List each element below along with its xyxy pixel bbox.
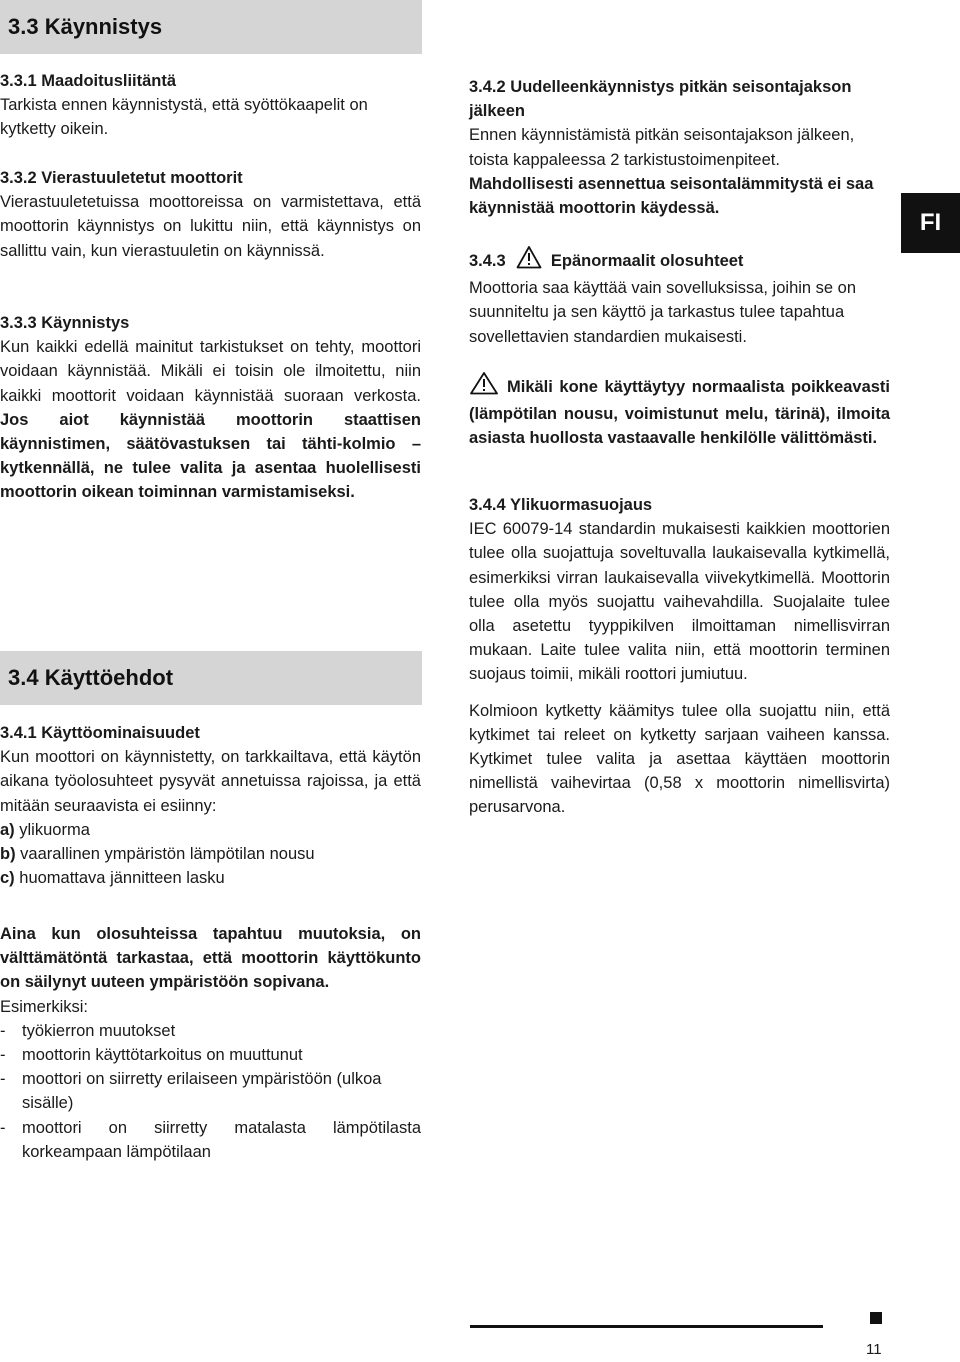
subheading-3-4-3-title: Epänormaalit olosuhteet <box>550 252 744 270</box>
page-number: 11 <box>866 1341 882 1358</box>
paragraph-3-3-3-text: Kun kaikki edellä mainitut tarkistukset on tehty, moottori voidaan käynnistää. Mikäli ei toisin ole ilmoitettu, niin kaikki moottorit voidaan käynnistää suoraan verkosta. <box>0 338 421 405</box>
paragraph-3-4-3: Moottoria saa käyttää vain sovelluksissa, joihin se on suunniteltu ja sen käyttö ja tarkastus tulee tapahtua sovellettavien standardien mukaisesti. <box>469 279 857 346</box>
subheading-3-3-3: 3.3.3 Käynnistys <box>0 314 130 332</box>
section-3-4-2 <box>469 75 889 220</box>
list-marker-a: a) <box>0 820 15 839</box>
list-item: - moottori on siirretty matalasta lämpötilasta korkeampaan lämpötilaan <box>0 1118 421 1161</box>
section-3-3-1 <box>0 69 421 142</box>
warning-triangle-icon <box>469 371 499 402</box>
warning-note-body: Mikäli kone käyttäytyy normaalista poikkeavasti (lämpötilan nousu, voimistunut melu, tärinä), ilmoita asiasta huollosta vastaavalle henkilölle välittömästi. <box>469 378 890 448</box>
paragraph-3-4-2-bold: Mahdollisesti asennettua seisontalämmitystä ei saa käynnistää moottorin käydessä. <box>469 174 874 218</box>
subheading-3-4-3 <box>469 245 889 276</box>
section-heading-3-4-text: 3.4 Käyttöehdot <box>8 665 174 690</box>
list-text-b: vaarallinen ympäristön lämpötilan nousu <box>20 845 315 864</box>
list-text-c: huomattava jännitteen lasku <box>19 869 225 888</box>
list-item-text: moottori on siirretty erilaiseen ympäristöön (ulkoa sisälle) <box>22 1070 382 1113</box>
list-item: - moottori on siirretty erilaiseen ympäristöön (ulkoa sisälle) <box>0 1070 382 1113</box>
subheading-3-3-1: 3.3.1 Maadoitusliitäntä <box>0 72 177 90</box>
conditions-note-bold: Aina kun olosuhteissa tapahtuu muutoksia, on välttämätöntä tarkastaa, että moottorin käyttökunto on säilynyt uuteen ympäristöön sopivana. <box>0 925 421 992</box>
list-item: - moottorin käyttötarkoitus on muuttunut <box>0 1046 303 1065</box>
example-list <box>0 1019 421 1164</box>
list-item-text: työkierron muutokset <box>22 1021 176 1040</box>
subheading-3-4-2: 3.4.2 Uudelleenkäynnistys pitkän seisontajakson jälkeen <box>469 78 852 121</box>
warning-note-text <box>469 371 890 451</box>
section-3-4-3 <box>469 245 889 349</box>
warning-note <box>469 371 890 451</box>
paragraph-3-3-3 <box>0 335 421 504</box>
section-3-4-4 <box>469 493 890 820</box>
list-item-c <box>0 866 421 890</box>
warning-triangle-icon <box>516 245 542 276</box>
list-marker-b: b) <box>0 845 16 864</box>
paragraph-3-3-1: Tarkista ennen käynnistystä, että syöttökaapelit on kytketty oikein. <box>0 96 368 139</box>
paragraph-3-4-4-b: Kolmioon kytketty käämitys tulee olla suojattu niin, että kytkimet tai releet on kytketty sarjaan vaiheen kanssa. Kytkimet tulee valita ja asettaa käyttäen moottorin nimellistä vaihevirtaa (0,58 x moottorin nimellisvirta) perusarvona. <box>469 701 890 817</box>
paragraph-3-3-3-bold: Jos aiot käynnistää moottorin staattisen käynnistimen, säätövastuksen tai tähti-kolmio –kytkennällä, ne tulee valita ja asentaa huolellisesti moottorin oikean toiminnan varmistamiseksi. <box>0 410 421 502</box>
list-marker-c: c) <box>0 869 15 888</box>
language-tab-label: FI <box>919 209 942 236</box>
footer-rule <box>470 1325 823 1328</box>
subheading-3-4-1: 3.4.1 Käyttöominaisuudet <box>0 724 200 742</box>
paragraph-3-4-1: Kun moottori on käynnistetty, on tarkkailtava, että käytön aikana työolosuhteet pysyvät annetuissa rajoissa, ja että mitään seuraavista ei esiinny: <box>0 748 421 815</box>
conditions-note <box>0 922 421 1164</box>
section-heading-3-4 <box>0 651 422 705</box>
section-heading-3-3 <box>0 0 422 54</box>
paragraph-3-4-4-a: IEC 60079-14 standardin mukaisesti kaikkien moottorien tulee olla suojattuja soveltuvalla laukaisevalla kytkimellä, esimerkiksi virran laukaisevalla viivekytkimellä. Moottorin tulee olla myös suojattu vaihevahdilla. Suojalaite tulee olla asetettu tyyppikilven ilmoittaman nimellisvirran mukaan. Laite tulee valita niin, että moottorin terminen suojaus toimii, mikäli roottori jumiutuu. <box>469 520 890 684</box>
list-item-b <box>0 842 421 866</box>
paragraph-3-4-2: Ennen käynnistämistä pitkän seisontajakson jälkeen, toista kappaleessa 2 tarkistustoimenpiteet. <box>469 126 855 169</box>
paragraph-3-3-2: Vierastuuletetuissa moottoreissa on varmistettava, että moottorin käynnistys on lukittu niin, että käynnistys on sallittu vain, kun vierastuuletin on käynnissä. <box>0 193 421 260</box>
list-text-a: ylikuorma <box>19 820 90 839</box>
list-item-text: moottorin käyttötarkoitus on muuttunut <box>22 1046 303 1065</box>
list-item-a <box>0 818 421 842</box>
section-3-3-2 <box>0 166 421 263</box>
section-3-4-1 <box>0 721 421 890</box>
list-item-text: moottori on siirretty matalasta lämpötilasta korkeampaan lämpötilaan <box>22 1118 421 1161</box>
section-3-3-3 <box>0 311 421 505</box>
example-label: Esimerkiksi: <box>0 997 89 1016</box>
subheading-3-4-3-number: 3.4.3 <box>469 252 506 270</box>
section-heading-3-3-text: 3.3 Käynnistys <box>8 14 163 39</box>
language-tab <box>901 193 960 253</box>
subheading-3-4-4: 3.4.4 Ylikuormasuojaus <box>469 496 653 514</box>
list-item: - työkierron muutokset <box>0 1021 176 1040</box>
footer-square-marker <box>870 1312 882 1324</box>
subheading-3-3-2: 3.3.2 Vierastuuletetut moottorit <box>0 169 243 187</box>
